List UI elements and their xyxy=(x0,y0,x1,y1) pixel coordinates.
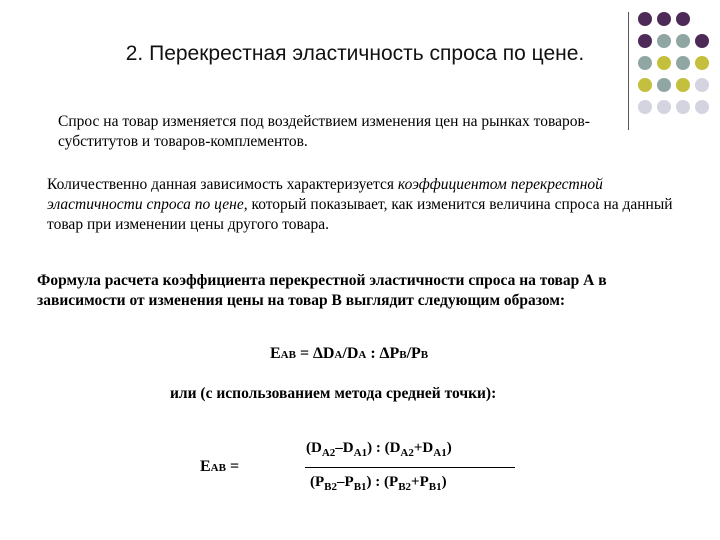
decor-dot xyxy=(676,78,690,92)
decor-dot xyxy=(695,34,709,48)
paragraph-coefficient-lead: Количественно данная зависимость характеризуется xyxy=(47,176,398,193)
decor-dot xyxy=(657,78,671,92)
formula-midpoint-lhs: EAB = xyxy=(200,458,240,475)
decor-dot xyxy=(676,100,690,114)
paragraph-substitutes: Спрос на товар изменяется под воздействием изменения цен на рынках товаров-субститутов и товаров-комплементов. xyxy=(58,113,590,150)
term-cross-elasticity: коэффициентом перекрестной эластичности спроса по цене xyxy=(47,176,603,213)
paragraph-coefficient-tail: , который показывает, как изменится величина спроса на данный товар при изменении цены другого товара. xyxy=(47,196,673,233)
decor-dot xyxy=(657,56,671,70)
decor-dot xyxy=(695,100,709,114)
decor-dot xyxy=(657,12,671,26)
formula-midpoint-denominator: $(P_{B2}-P_{B1})$ : $(P_{B2}+P_{B1})$ xyxy=(310,474,447,493)
decor-dot xyxy=(638,12,652,26)
slide-title: 2. Перекрестная эластичность спроса по цене. xyxy=(125,42,585,65)
paragraph-coefficient xyxy=(47,175,677,235)
decor-dot xyxy=(657,34,671,48)
decor-dot xyxy=(638,56,652,70)
decor-dot xyxy=(676,12,690,26)
decor-dot xyxy=(695,56,709,70)
decor-dot xyxy=(638,78,652,92)
decor-dot xyxy=(638,34,652,48)
formula-basic: EAB = ∆DA/DA : ∆PB/PB xyxy=(270,345,429,362)
decor-dot xyxy=(676,34,690,48)
fraction-bar xyxy=(305,467,515,468)
decor-dot xyxy=(676,56,690,70)
decor-dot xyxy=(695,78,709,92)
paragraph-formula-intro: Формула расчета коэффициента перекрестной эластичности спроса на товар А в зависимости от изменения цены на товар В выглядит следующим образом: xyxy=(37,272,607,309)
midpoint-note: или (с использованием метода средней точки): xyxy=(170,385,497,402)
formula-midpoint-numerator: $(D_{A2}-D_{A1})$ : $(D_{A2}+D_{A1})$ xyxy=(306,440,452,459)
